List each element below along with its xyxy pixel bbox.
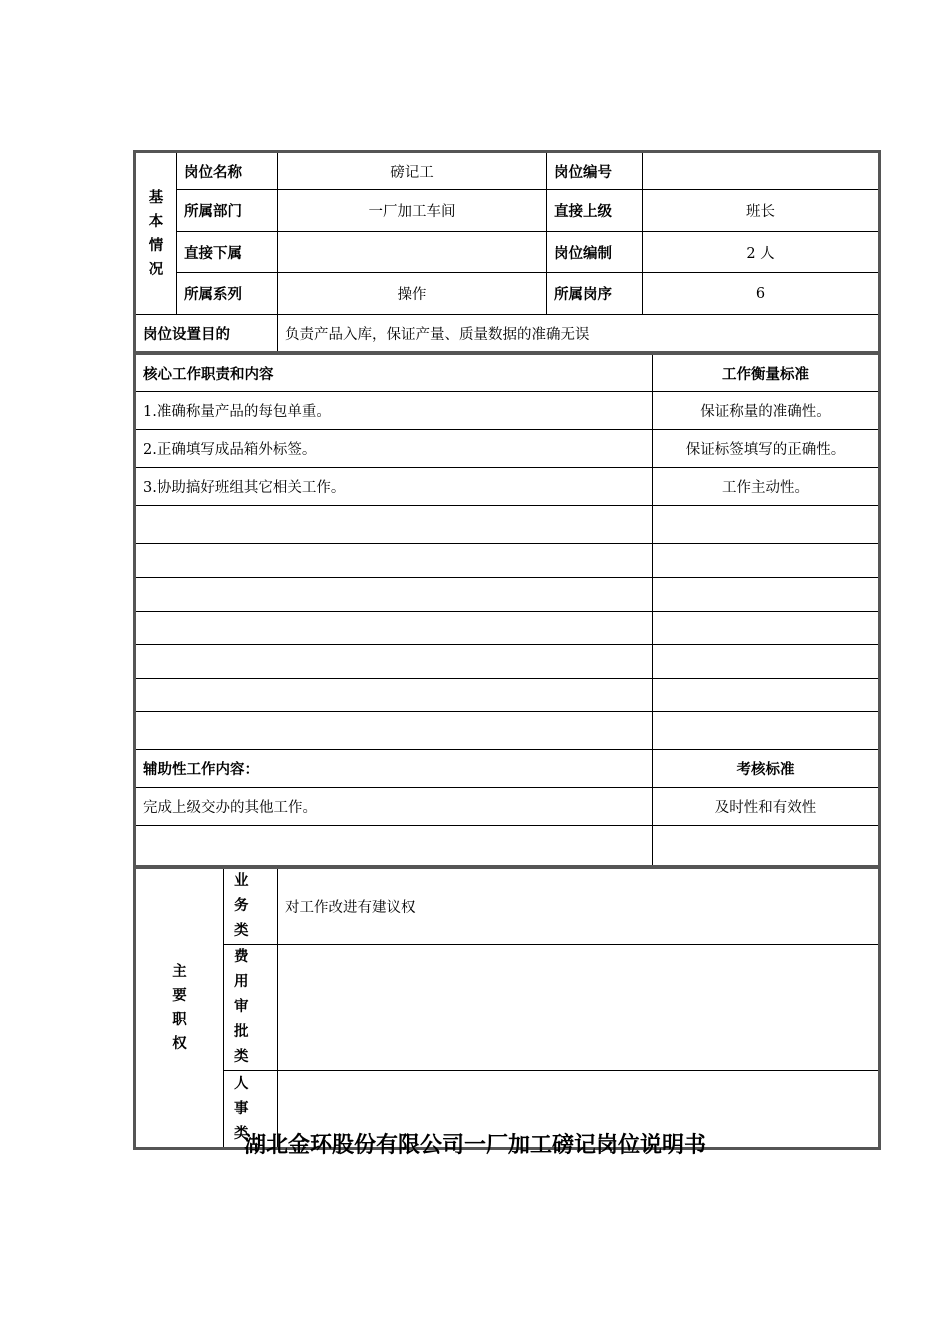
grade-value: 6 [643, 273, 880, 315]
empty-standard-cell [653, 612, 880, 645]
core-duty-item: 3.协助搞好班组其它相关工作。 [135, 468, 653, 506]
purpose-value: 负责产品入库，保证产量、质量数据的准确无误 [278, 315, 880, 353]
empty-standard-cell [653, 645, 880, 679]
duties-table [133, 352, 881, 868]
subordinate-value [278, 232, 547, 273]
position-code-value [643, 152, 880, 190]
headcount-label: 岗位编制 [547, 232, 643, 273]
empty-duty-row [135, 578, 653, 612]
position-name-label: 岗位名称 [177, 152, 278, 190]
basic-info-table [133, 150, 881, 354]
empty-duty-row [135, 679, 653, 712]
empty-aux-row [135, 826, 653, 867]
basic-section-label: 基 本 情 况 [135, 152, 177, 315]
position-code-label: 岗位编号 [547, 152, 643, 190]
aux-standard-item: 及时性和有效性 [653, 788, 880, 826]
empty-duty-row [135, 712, 653, 750]
supervisor-label: 直接上级 [547, 190, 643, 232]
core-standard-item: 工作主动性。 [653, 468, 880, 506]
empty-standard-cell [653, 578, 880, 612]
empty-standard-cell [653, 506, 880, 544]
core-duty-item: 2.正确填写成品箱外标签。 [135, 430, 653, 468]
aux-duty-item: 完成上级交办的其他工作。 [135, 788, 653, 826]
headcount-value: 2 人 [643, 232, 880, 273]
department-label: 所属部门 [177, 190, 278, 232]
empty-standard-cell [653, 544, 880, 578]
empty-duty-row [135, 645, 653, 679]
empty-standard-cell [653, 679, 880, 712]
authority-table [133, 866, 881, 1150]
empty-aux-standard-cell [653, 826, 880, 867]
core-standard-item: 保证标签填写的正确性。 [653, 430, 880, 468]
grade-label: 所属岗序 [547, 273, 643, 315]
job-description-form [133, 150, 878, 1150]
core-duties-header: 核心工作职责和内容 [135, 354, 653, 392]
supervisor-value: 班长 [643, 190, 880, 232]
empty-standard-cell [653, 712, 880, 750]
document-title: 湖北金环股份有限公司一厂加工磅记岗位说明书 [243, 1133, 706, 1158]
authority-type-business: 业务 类 [224, 868, 278, 945]
core-duty-item: 1.准确称量产品的每包单重。 [135, 392, 653, 430]
authority-expense-value [278, 945, 880, 1071]
position-name-value: 磅记工 [278, 152, 547, 190]
subordinate-label: 直接下属 [177, 232, 278, 273]
core-standard-header: 工作衡量标准 [653, 354, 880, 392]
aux-standard-header: 考核标准 [653, 750, 880, 788]
aux-duties-header: 辅助性工作内容： [135, 750, 653, 788]
purpose-label: 岗位设置目的 [135, 315, 278, 353]
series-label: 所属系列 [177, 273, 278, 315]
series-value: 操作 [278, 273, 547, 315]
empty-duty-row [135, 612, 653, 645]
authority-type-expense: 费用 审批 类 [224, 945, 278, 1071]
core-standard-item: 保证称量的准确性。 [653, 392, 880, 430]
authority-section-label: 主 要 职 权 [135, 868, 224, 1149]
empty-duty-row [135, 544, 653, 578]
department-value: 一厂加工车间 [278, 190, 547, 232]
authority-type-personnel: 人事 类 [224, 1071, 278, 1149]
authority-business-value: 对工作改进有建议权 [278, 868, 880, 945]
empty-duty-row [135, 506, 653, 544]
